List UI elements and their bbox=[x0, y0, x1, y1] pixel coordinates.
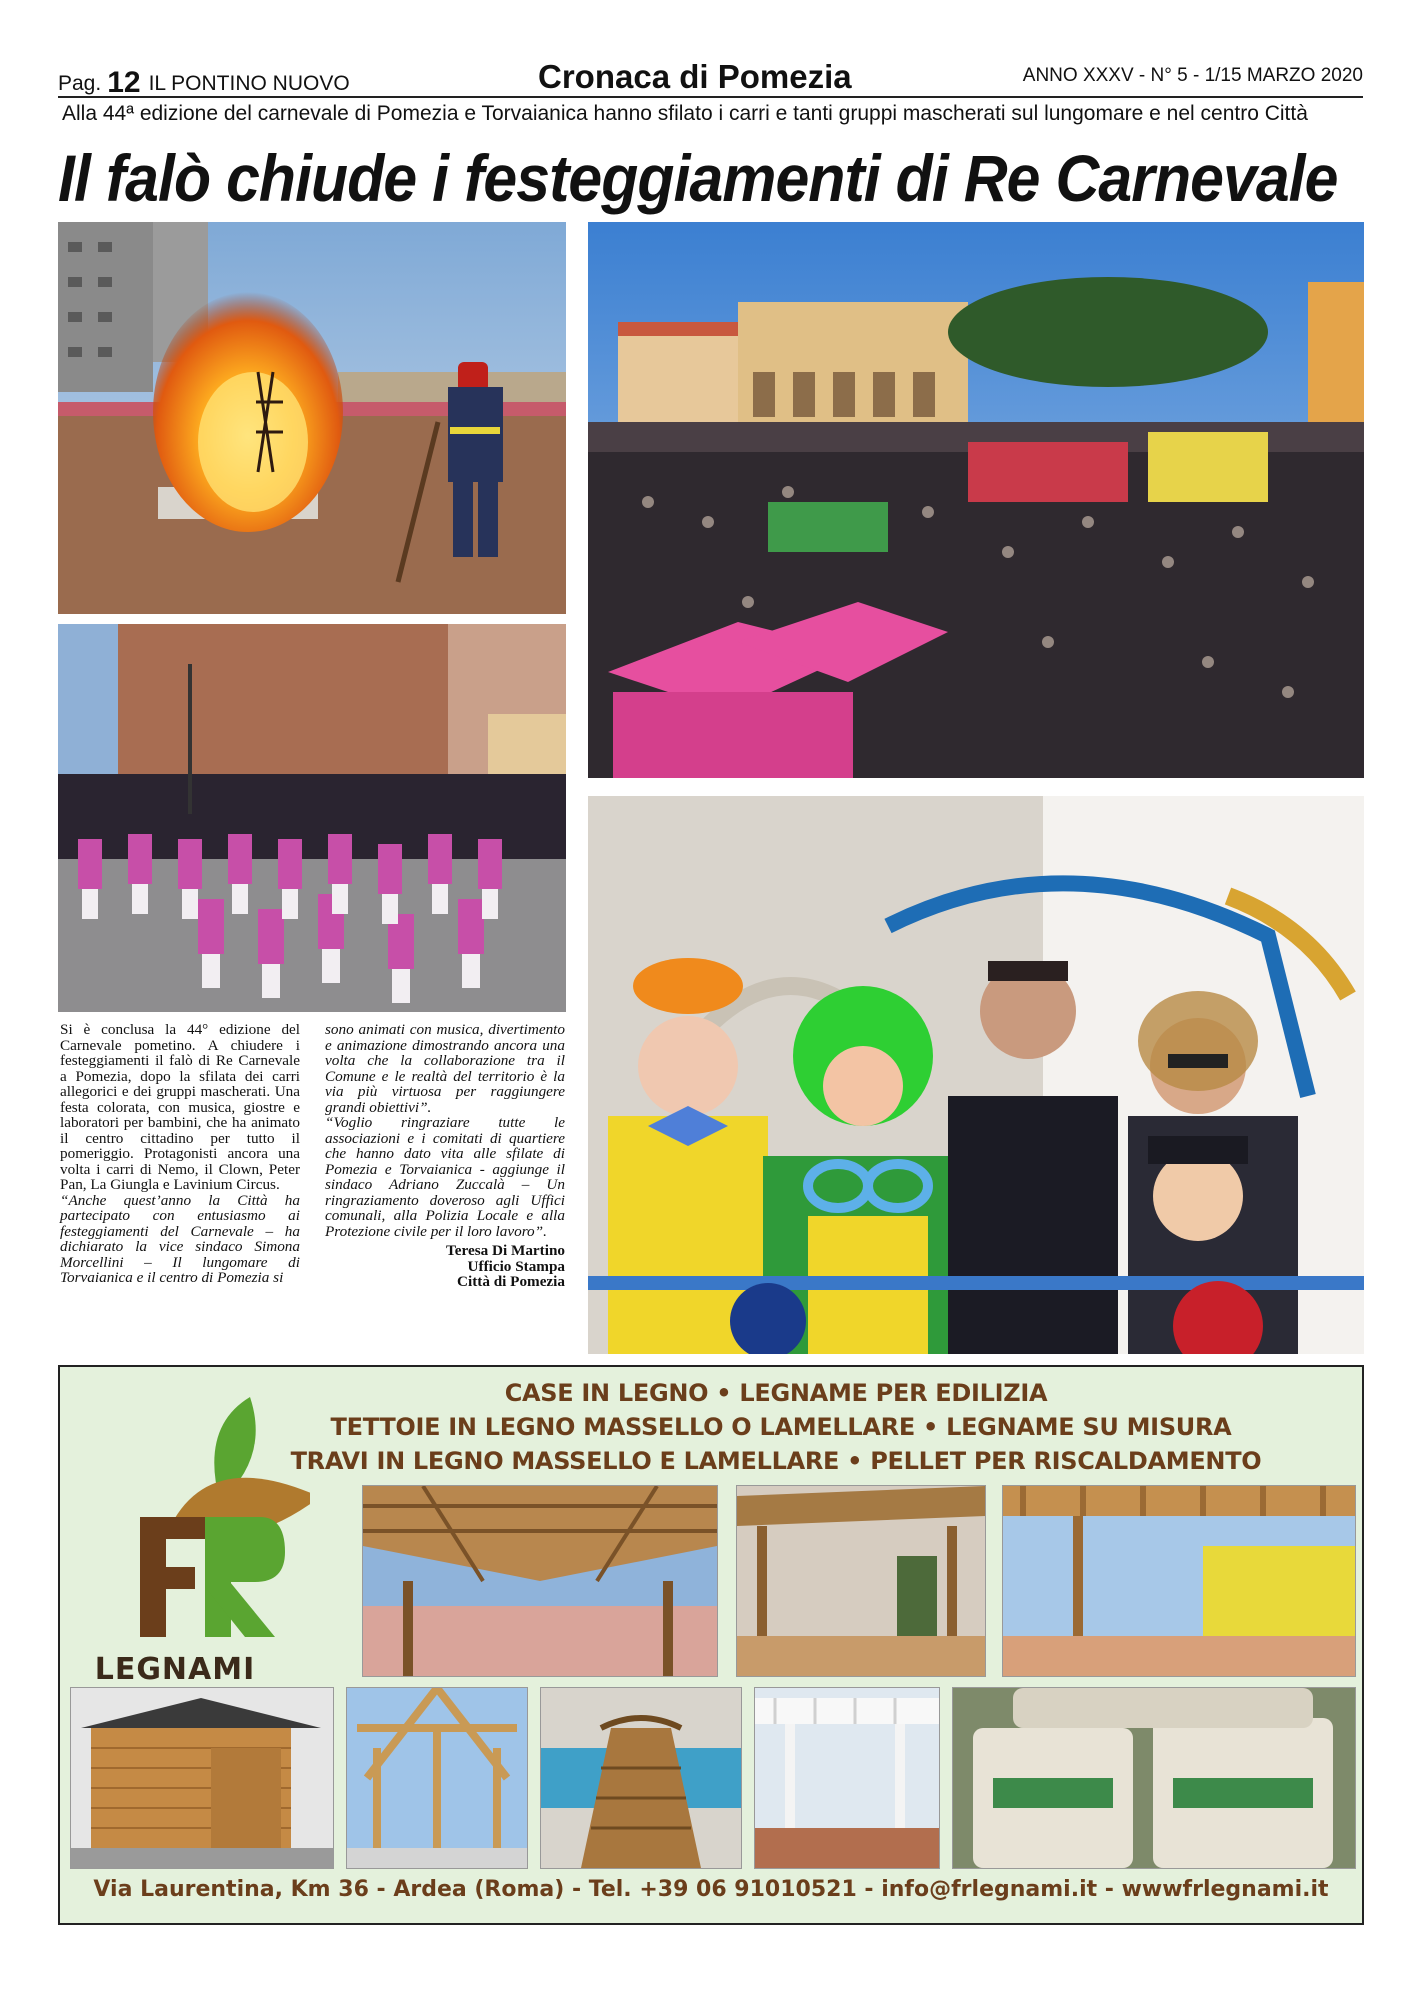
author-office: Ufficio Stampa bbox=[467, 1257, 565, 1275]
article-quote: “Anche quest’anno la Città ha partecipato con entusiasmo ai festeggiamenti del Carnevale – ha dichiarato la vice sindaco Simona Morcellini – Il lungomare di Torvaianica e il centro di Pomezia si bbox=[60, 1191, 300, 1286]
ad-line-3: TRAVI IN LEGNO MASSELLO E LAMELLARE • PELLET PER RISCALDAMENTO bbox=[290, 1447, 1262, 1475]
photo-terrace-pergola bbox=[1002, 1485, 1356, 1677]
section-title: Cronaca di Pomezia bbox=[538, 58, 852, 95]
article-quote: sono animati con musica, divertimento e animazione dimostrando ancora una volta che la collaborazione tra il Comune e le realtà del territorio è la via più virtuosa per raggiungere grandi obiettivi”. bbox=[325, 1021, 565, 1116]
photo-wooden-roof bbox=[362, 1485, 718, 1677]
kicker: Alla 44ª edizione del carnevale di Pomezia e Torvaianica hanno sfilato i carri e tanti gruppi mascherati sul lungomare e nel centro Città bbox=[62, 102, 1308, 125]
photo-wooden-footbridge bbox=[540, 1687, 742, 1869]
page-number-label: Pag. 12 IL PONTINO NUOVO bbox=[58, 66, 350, 99]
page-header bbox=[58, 58, 1363, 98]
advertisement-frlegnami bbox=[58, 1365, 1364, 1925]
photo-bonfire bbox=[58, 222, 566, 614]
photo-wooden-shed bbox=[70, 1687, 334, 1869]
article-column-2 bbox=[325, 1022, 565, 1290]
author-name: Teresa Di Martino bbox=[446, 1242, 565, 1259]
photo-pellet-bags bbox=[952, 1687, 1356, 1869]
page-number: 12 bbox=[107, 66, 141, 99]
photo-gazebo-frame bbox=[346, 1687, 528, 1869]
photo-white-pergola bbox=[754, 1687, 940, 1869]
article-signature bbox=[325, 1243, 565, 1290]
article-column-1 bbox=[60, 1022, 300, 1286]
ad-contact-footer: Via Laurentina, Km 36 - Ardea (Roma) - Tel. +39 06 91010521 - info@frlegnami.it - wwwfrlegnami.it bbox=[93, 1877, 1329, 1902]
photo-majorettes bbox=[58, 624, 566, 1012]
ad-line-2: TETTOIE IN LEGNO MASSELLO O LAMELLARE • LEGNAME SU MISURA bbox=[330, 1413, 1232, 1441]
brand-name: LEGNAMI bbox=[94, 1652, 256, 1687]
article-paragraph: Si è conclusa la 44° edizione del Carnevale pometino. A chiudere i festeggiamenti il falò di Re Carnevale a Pomezia, dopo la sfilata dei carri allegorici e dei gruppi mascherati. Una festa colorata, con musica, giostre e laboratori per bambini, che ha animato il centro cittadino per tutto il pomeriggio. Protagonisti ancora una volta i carri di Nemo, il Clown, Peter Pan, La Giungla e Lavinium Circus. bbox=[60, 1021, 300, 1193]
photo-crowd-square bbox=[588, 222, 1364, 778]
issue-info: ANNO XXXV - N° 5 - 1/15 MARZO 2020 bbox=[1022, 65, 1363, 86]
author-org: Città di Pomezia bbox=[457, 1273, 565, 1290]
newspaper-name: IL PONTINO NUOVO bbox=[148, 72, 350, 95]
headline: Il falò chiude i festeggiamenti di Re Carnevale bbox=[58, 141, 1338, 215]
ad-line-1: CASE IN LEGNO • LEGNAME PER EDILIZIA bbox=[504, 1379, 1048, 1407]
photo-wooden-pergola bbox=[736, 1485, 986, 1677]
article-quote: “Voglio ringraziare tutte le associazioni e i comitati di quartiere che hanno dato vita alle sfilate di Pomezia e Torvaianica - aggiunge il sindaco Adriano Zuccalà – Un ringraziamento doveroso agli Uffici comunali, alla Polizia Locale e alla Protezione civile per il loro lavoro”. bbox=[325, 1114, 565, 1240]
photo-clowns-officials bbox=[588, 796, 1364, 1354]
